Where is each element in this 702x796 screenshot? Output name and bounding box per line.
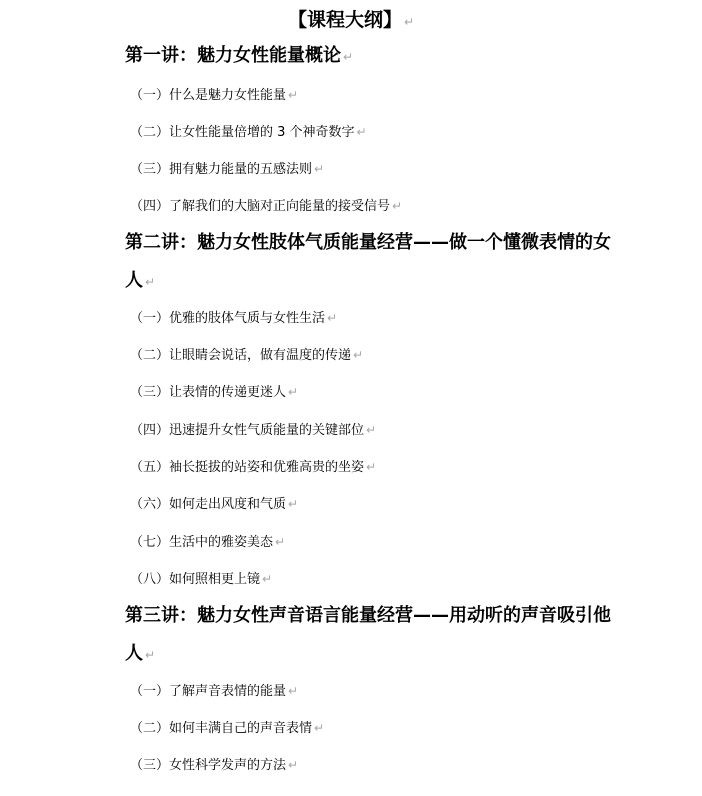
lecture-1-item-3	[130, 159, 324, 180]
item-text: （五）袖长挺拔的站姿和优雅高贵的坐姿	[130, 460, 365, 475]
item-text: （三）拥有魅力能量的五感法则	[130, 162, 313, 177]
paragraph-mark-icon: ↵	[343, 50, 354, 64]
lecture-2-item-4	[130, 420, 376, 441]
item-text: （八）如何照相更上镜	[130, 572, 261, 587]
paragraph-mark-icon: ↵	[366, 460, 377, 474]
paragraph-mark-icon: ↵	[288, 88, 299, 102]
lecture-3-item-3	[130, 755, 298, 776]
title-text: 【课程大纲】	[287, 9, 402, 31]
item-text: （一）了解声音表情的能量	[130, 684, 287, 699]
paragraph-mark-icon: ↵	[403, 15, 415, 29]
paragraph-mark-icon: ↵	[288, 385, 299, 399]
paragraph-mark-icon: ↵	[262, 572, 273, 586]
item-text: （三）让表情的传递更迷人	[130, 385, 287, 400]
paragraph-mark-icon: ↵	[288, 684, 299, 698]
lecture-2-item-3	[130, 382, 298, 403]
lecture-3-heading-line-1: 第三讲：魅力女性声音语言能量经营——用动听的声音吸引他	[125, 605, 611, 626]
lecture-2-item-6	[130, 494, 298, 515]
lecture-2-item-8	[130, 569, 272, 590]
paragraph-mark-icon: ↵	[314, 162, 325, 176]
lecture-2-item-1	[130, 308, 337, 329]
paragraph-mark-icon: ↵	[366, 423, 377, 437]
lecture-2-item-5	[130, 457, 376, 478]
lecture-3-item-2	[130, 718, 324, 739]
paragraph-mark-icon: ↵	[145, 648, 156, 662]
lecture-3-heading	[125, 597, 625, 674]
item-text: （七）生活中的雅姿美态	[130, 535, 274, 550]
lecture-2-heading	[125, 224, 625, 301]
paragraph-mark-icon: ↵	[145, 275, 156, 289]
item-text: （二）让女性能量倍增的 3 个神奇数字	[130, 125, 355, 140]
item-text: （二）如何丰满自己的声音表情	[130, 721, 313, 736]
paragraph-mark-icon: ↵	[356, 125, 367, 139]
lecture-2-item-2	[130, 345, 363, 366]
lecture-1-item-4	[130, 196, 402, 217]
lecture-3-item-1	[130, 681, 298, 702]
paragraph-mark-icon: ↵	[327, 311, 338, 325]
item-text: （四）迅速提升女性气质能量的关键部位	[130, 423, 365, 438]
item-text: （四）了解我们的大脑对正向能量的接受信号	[130, 199, 391, 214]
paragraph-mark-icon: ↵	[275, 535, 286, 549]
item-text: （六）如何走出风度和气质	[130, 497, 287, 512]
lecture-1-item-1	[130, 85, 298, 106]
paragraph-mark-icon: ↵	[288, 497, 299, 511]
item-text: （三）女性科学发声的方法	[130, 758, 287, 773]
item-text: （一）什么是魅力女性能量	[130, 88, 287, 103]
item-text: （二）让眼睛会说话，做有温度的传递	[130, 348, 352, 363]
paragraph-mark-icon: ↵	[392, 199, 403, 213]
lecture-2-heading-line-2: 人	[125, 270, 143, 291]
paragraph-mark-icon: ↵	[288, 758, 299, 772]
document-title	[0, 6, 702, 36]
lecture-3-heading-line-2: 人	[125, 643, 143, 664]
lecture-2-heading-line-1: 第二讲：魅力女性肢体气质能量经营——做一个懂微表情的女	[125, 232, 611, 253]
lecture-2-item-7	[130, 532, 285, 553]
item-text: （一）优雅的肢体气质与女性生活	[130, 311, 326, 326]
paragraph-mark-icon: ↵	[314, 721, 325, 735]
lecture-1-item-2	[130, 122, 367, 143]
lecture-1-heading	[125, 37, 625, 76]
lecture-1-heading-text: 第一讲：魅力女性能量概论	[125, 45, 341, 66]
paragraph-mark-icon: ↵	[353, 348, 364, 362]
